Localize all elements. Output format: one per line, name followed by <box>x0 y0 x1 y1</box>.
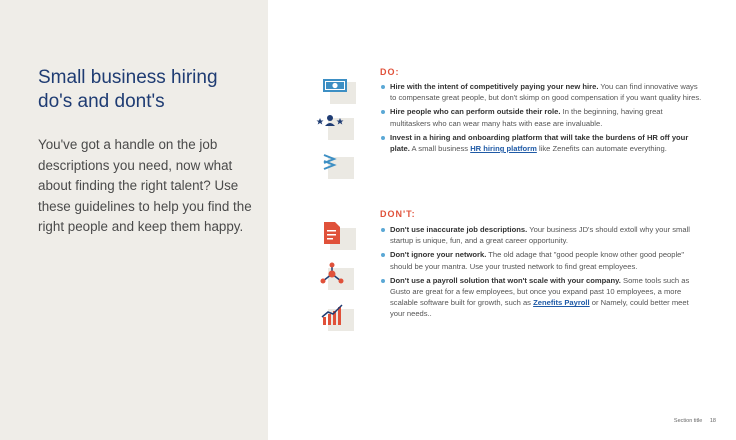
item-bold: Don't use a payroll solution that won't scale with your company. <box>390 275 621 285</box>
money-icon <box>322 76 352 100</box>
footer-section-title: Section title <box>673 418 703 424</box>
intro-paragraph: You've got a handle on the job descriptions you need, now what about finding the right talent? Use these guidelines to help you find the right people and keep them happy. <box>38 137 252 234</box>
network-icon <box>320 262 350 286</box>
item-text: The old adage that "good people know other good people" should be your mantra. Use your trusted network to find great employees. <box>390 250 685 271</box>
item-text: like Zenefits can automate everything. <box>536 144 667 154</box>
item-bold: Invest in a hiring and onboarding platform that will take the burdens of HR off your plate. <box>390 132 689 154</box>
do-list <box>380 81 702 157</box>
item-text: In the beginning, having great multitaskers who can wear many hats with ease are invaluable. <box>390 107 663 128</box>
item-bold: Don't use inaccurate job descriptions. <box>390 225 528 234</box>
dont-heading: DON'T: <box>380 209 416 219</box>
item-bold: Hire people who can perform outside their role. <box>390 107 561 117</box>
list-item <box>380 132 702 154</box>
document-icon <box>322 222 352 246</box>
item-bold: Don't ignore your network. <box>390 250 487 260</box>
zenefits-logo-icon <box>320 151 350 175</box>
page-number: 18 <box>709 418 716 424</box>
item-text: Some tools such as Gusto are great for a few employees, but once you expand past 10 employees, a more scalable software built for growth, such as <box>390 275 690 308</box>
do-heading: DO: <box>380 67 400 77</box>
person-stars-icon <box>316 112 346 136</box>
list-item <box>380 249 702 271</box>
dont-list <box>380 224 702 323</box>
item-bold: Hire with the intent of competitively paying your new hire. <box>390 82 599 91</box>
page-title: Small business hiring do's and dont's <box>38 67 218 112</box>
list-item <box>380 106 702 128</box>
growth-chart-icon <box>320 303 350 327</box>
list-item <box>380 81 702 103</box>
item-text: or Namely, could better meet your needs.. <box>390 298 689 319</box>
item-text: Your business JD's should extoll why your small startup is unique, fun, and a great career opportunity. <box>390 225 690 246</box>
list-item <box>380 275 702 320</box>
hr-hiring-platform-link[interactable]: HR hiring platform <box>470 144 537 154</box>
page-footer <box>668 418 716 424</box>
item-text: You can find innovative ways to compensate great people, but don't skimp on good compensation if you want quality hires. <box>390 82 702 103</box>
zenefits-payroll-link[interactable]: Zenefits Payroll <box>533 298 590 308</box>
list-item <box>380 224 702 246</box>
item-text: A small business <box>409 144 471 154</box>
